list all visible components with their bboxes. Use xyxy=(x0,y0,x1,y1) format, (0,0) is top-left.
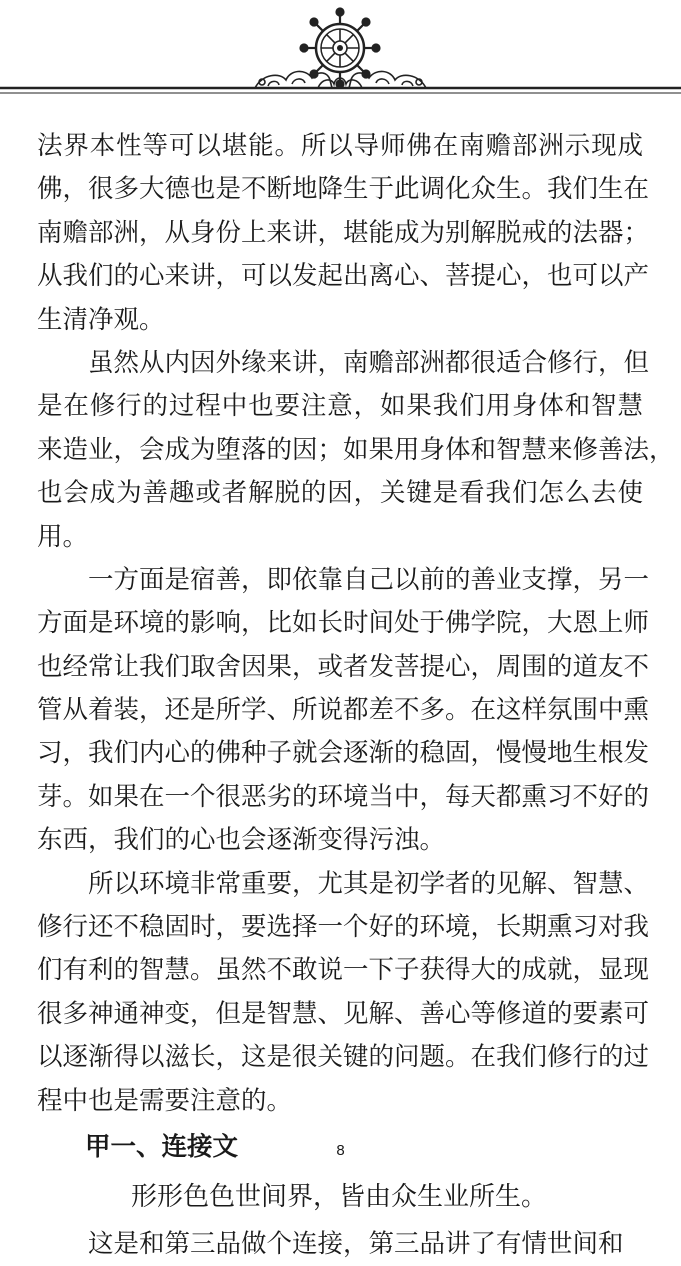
dharma-wheel-icon xyxy=(301,9,380,88)
text-line: 从我们的心来讲，可以发起出离心、菩提心，也可以产 xyxy=(37,261,650,292)
text-line: 来造业，会成为堕落的因；如果用身体和智慧来修善法， xyxy=(37,434,675,465)
text-line: 习，我们内心的佛种子就会逐渐的稳固，慢慢地生根发 xyxy=(37,738,650,769)
text-line: 东西，我们的心也会逐渐变得污浊。 xyxy=(37,825,446,856)
text-line: 方面是环境的影响，比如长时间处于佛学院，大恩上师 xyxy=(37,608,650,639)
text-line: 以逐渐得以滋长，这是很关键的问题。在我们修行的过 xyxy=(37,1042,650,1073)
verse-quote: 形形色色世间界，皆由众生业所生。 xyxy=(131,1181,548,1212)
text-line: 佛，很多大德也是不断地降生于此调化众生。我们生在 xyxy=(37,174,650,205)
text-line: 也经常让我们取舍因果，或者发菩提心，周围的道友不 xyxy=(37,651,650,682)
text-line: 很多神通神变，但是智慧、见解、善心等修道的要素可 xyxy=(37,998,650,1029)
page-body xyxy=(37,125,675,1266)
header-ornament xyxy=(0,0,681,110)
text-line: 们有利的智慧。虽然不敢说一下子获得大的成就，显现 xyxy=(37,955,650,986)
text-line: 一方面是宿善，即依靠自己以前的善业支撑，另一 xyxy=(88,564,650,595)
text-line: 所以环境非常重要，尤其是初学者的见解、智慧、 xyxy=(88,868,650,899)
text-line: 管从着装，还是所学、所说都差不多。在这样氛围中熏 xyxy=(37,695,650,726)
text-line: 也会成为善趣或者解脱的因，关键是看我们怎么去使 xyxy=(37,478,643,509)
page-number: 8 xyxy=(336,1142,345,1159)
text-line: 虽然从内因外缘来讲，南赡部洲都很适合修行，但 xyxy=(88,347,650,378)
text-line: 这是和第三品做个连接，第三品讲了有情世间和 xyxy=(88,1228,624,1259)
text-line: 南赡部洲，从身份上来讲，堪能成为别解脱戒的法器； xyxy=(37,217,650,248)
text-line: 修行还不稳固时，要选择一个好的环境，长期熏习对我 xyxy=(37,912,650,943)
left-cloud-ornament-icon xyxy=(255,71,332,88)
section-heading: 甲一、连接文 xyxy=(85,1131,239,1162)
text-line: 生清净观。 xyxy=(37,304,165,335)
text-line: 芽。如果在一个很恶劣的环境当中，每天都熏习不好的 xyxy=(37,781,650,812)
text-line: 用。 xyxy=(37,521,89,552)
text-line: 是在修行的过程中也要注意，如果我们用身体和智慧 xyxy=(37,391,643,422)
text-line: 法界本性等可以堪能。所以导师佛在南赡部洲示现成 xyxy=(37,131,643,161)
page-header xyxy=(0,0,681,110)
text-line: 程中也是需要注意的。 xyxy=(37,1085,293,1116)
